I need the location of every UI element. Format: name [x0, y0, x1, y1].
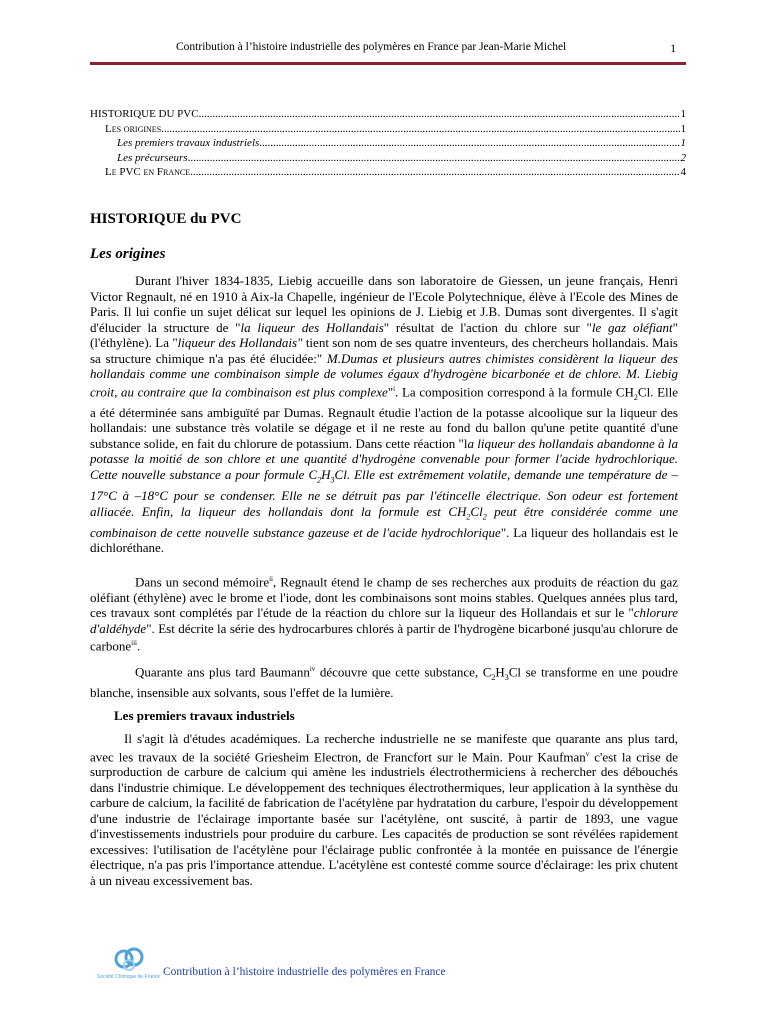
footnote-ref-iv[interactable]: iv: [309, 665, 316, 673]
heading-premiers-travaux: Les premiers travaux industriels: [114, 708, 295, 723]
header-title: Contribution à l’histoire industrielle des polymères en France par Jean-Marie Michel: [176, 41, 567, 53]
heading-origines: Les origines: [90, 246, 166, 262]
toc-entry-premiers-travaux[interactable]: Les premiers travaux industriels ..... 1: [90, 137, 686, 152]
toc-entry-historique[interactable]: HISTORIQUE DU PVC ..... 1: [90, 108, 686, 123]
footnote-ref-ii[interactable]: ii: [269, 575, 273, 583]
toc-entry-origines[interactable]: Les origines ..... 1: [90, 123, 686, 138]
table-of-contents: [90, 108, 686, 181]
header-page-number: 1: [670, 43, 676, 55]
paragraph-second-memoire: Dans un second mémoire$^{ii}$, Regnault étend le champ de ses recherches aux produits de réaction du gaz oléfiant (éthylène) avec le brome et l'iode, dont les combinaisons sont moins stables. Quelques années plus tard, ces travaux sont complétés par l'étude de la réaction du chlore sur la liqueur des Hollandais et sur le "chlorure d'aldéhyde". Est décrite la série des hydrocarbures chlorés à partir de l'hydrogène bicarboné jusqu'au chlorure de carbone$^{iii}$.: [90, 574, 678, 654]
toc-entry-pvc-france[interactable]: Le PVC en France ..... 4: [90, 166, 686, 181]
footer-text: Contribution à l’histoire industrielle des polymères en France: [163, 966, 446, 978]
scf-logo-icon: [96, 947, 162, 981]
logo-caption: Société Chimique de France: [97, 974, 161, 980]
page-header: [90, 40, 686, 65]
toc-entry-precurseurs[interactable]: Les précurseurs ..... 2: [90, 152, 686, 167]
footnote-ref-iii[interactable]: iii: [131, 639, 137, 648]
paragraph-industrial-research: Il s'agit là d'études académiques. La recherche industrielle ne se manifeste que quarante ans plus tard, avec les travaux de la société Griesheim Electron, de Francfort sur le Main. Pour Kaufman$^v$ c'est la crise de surproduction de carbure de calcium qui amène les industriels électrothermiciens à rechercher des débouchés dans l'industrie chimique. Le développement des techniques électrothermiques, leur application à la synthèse du carbure de calcium, la facilité de fabrication de l'acétylène par hydratation du carbure, l'espoir du développement d'une industrie de l'éclairage importante basée sur l'acétylène, ont suscité, à partir de 1893, une vague d'investissements industriels pour produire du carbure. Les capacités de production se sont révélées rapidement excessives: l'utilisation de l'acétylène pour l'éclairage public confrontée à la montée en puissance de l'énergie électrique, n'a pas pris l'importance attendue. L'acétylène est contesté comme source d'éclairage: les prix chutent à un niveau excessivement bas.: [90, 731, 678, 888]
heading-historique: HISTORIQUE du PVC: [90, 211, 242, 227]
paragraph-liebig-regnault: Durant l'hiver 1834-1835, Liebig accueille dans son laboratoire de Giessen, un jeune français, Henri Victor Regnault, né en 1910 à Aix-la Chapelle, ingénieur de l'Ecole Polytechnique, élève à l'Ecole des Mines de Paris. Il lui confie un sujet délicat sur lequel les opinions de J. Liebig et J.B. Dumas sont divergentes. Il s'agit d'élucider la structure de "la liqueur des Hollandais" résultat de l'action du chlore sur "le gaz oléfiant" (l'éthylène). La "liqueur des Hollandais" tient son nom de ses quatre inventeurs, des chercheurs hollandais. Mais sa structure chimique n'a pas été élucidée:" M.Dumas et plusieurs autres chimistes considèrent la liqueur des hollandais comme une combinaison simple de volumes égaux d'hydrogène bicarbonée et de chlore. M. Liebig croit, au contraire que la combinaison est plus complexe"$^i$. La composition correspond à la formule $CH_2Cl$. Elle a été déterminée sans ambiguïté par Dumas. Regnault étudie l'action de la potasse alcoolique sur la liqueur des hollandais: une substance très volatile se dégage et il ne reste au fond du ballon qu'une petite quantité d'une substance solide, en fait du chlorure de potassium. Dans cette réaction "la liqueur des hollandais abandonne à la potasse la moitié de son chlore et une quantité d'hydrogène convenable pour former l'acide hydrochlorique. Cette nouvelle substance a pour formule $C_2H_3Cl$. Elle est extrêmement volatile, demande une température de –17°C à –18°C pour se condenser. Elle ne se détruit pas par l'étincelle électrique. Son odeur est fortement alliacée. Enfin, la liqueur des hollandais dont la formule est $CH_2Cl_2$ peut être considérée comme une combinaison de cette nouvelle substance gazeuse et de l'acide hydrochlorique". La liqueur des hollandais est le dichloréthane.: [90, 273, 679, 556]
footnote-ref-v[interactable]: v: [585, 749, 590, 758]
footnote-ref-i[interactable]: i: [393, 384, 396, 393]
paragraph-baumann: Quarante ans plus tard Baumann$^{iv}$ découvre que cette substance, $C_2H_3Cl$ se transforme en une poudre blanche, insensible aux solvants, sous l'effet de la lumière.: [90, 664, 679, 701]
